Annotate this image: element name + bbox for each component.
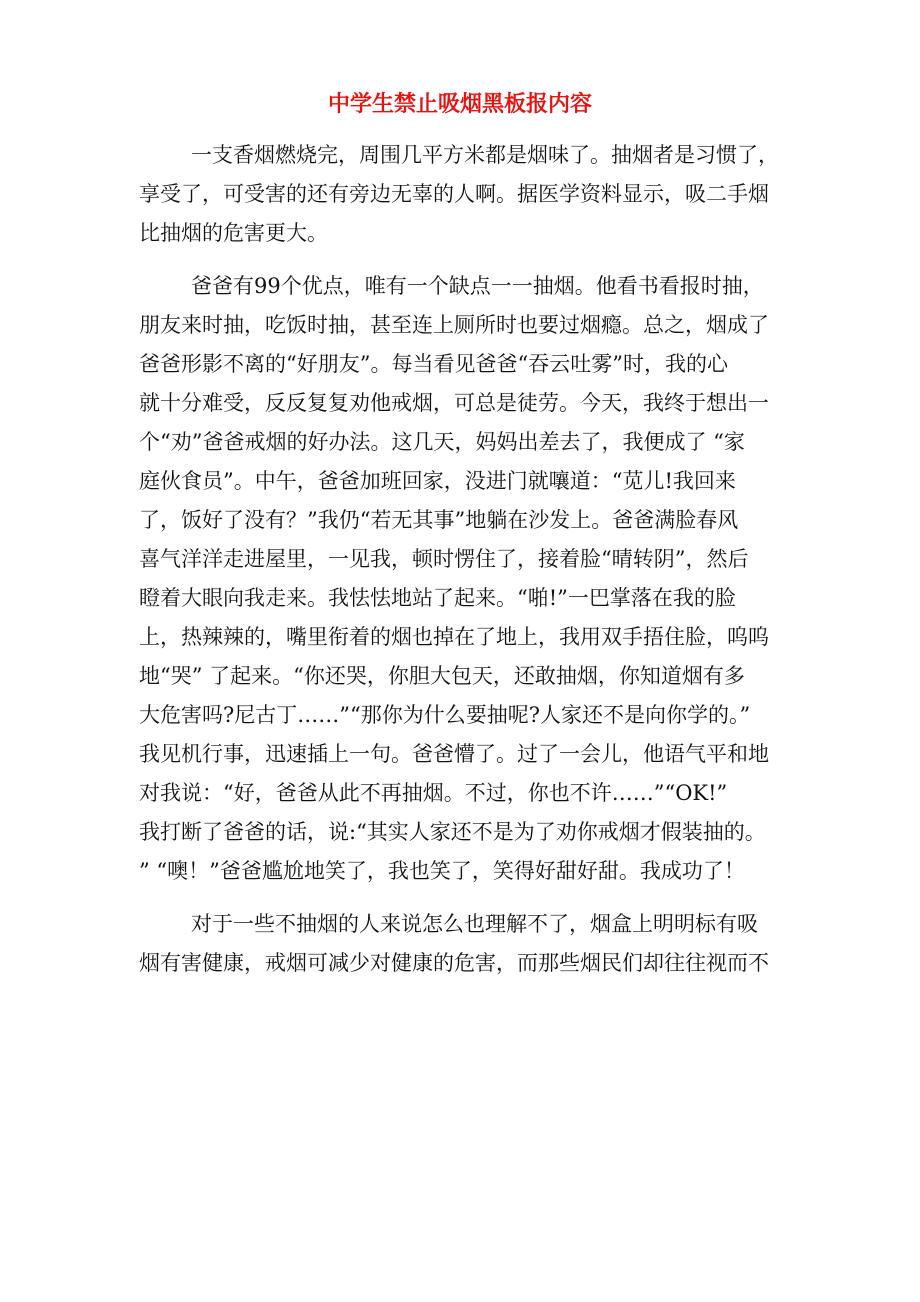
paragraph-line: 就十分难受，反反复复劝他戒烟，可总是徒劳。今天，我终于想出一 — [139, 391, 769, 415]
paragraph-line: 庭伙食员”。中午，爸爸加班回家，没进门就嚷道：“苋儿!我回来 — [139, 469, 736, 493]
paragraph-line: 享受了，可受害的还有旁边无辜的人啊。据医学资料显示，吸二手烟 — [139, 182, 769, 206]
paragraph-line: ” “噢！”爸爸尴尬地笑了，我也笑了，笑得好甜好甜。我成功了！ — [139, 859, 745, 883]
paragraph-line: 大危害吗?尼古丁……”“那你为什么要抽呢?人家还不是向你学的。” — [139, 703, 751, 727]
paragraph-line: 烟有害健康，戒烟可减少对健康的危害，而那些烟民们却往往视而不 — [139, 951, 769, 975]
document-body — [139, 136, 787, 983]
paragraph-line: 对我说：“好，爸爸从此不再抽烟。不过，你也不许……”“OK!” — [139, 781, 728, 805]
paragraph-line: 瞪着大眼向我走来。我怯怯地站了起来。“啪!”一巴掌落在我的脸 — [139, 586, 736, 610]
paragraph-line: 上，热辣辣的，嘴里衔着的烟也掉在了地上，我用双手捂住脸，呜呜 — [139, 625, 769, 649]
paragraph-line: 个“劝”爸爸戒烟的好办法。这几天，妈妈出差去了，我便成了 “家 — [139, 430, 745, 454]
paragraph-line: 朋友来时抽，吃饭时抽，甚至连上厕所时也要过烟瘾。总之，烟成了 — [139, 313, 769, 337]
paragraph-line: 喜气洋洋走进屋里，一见我，顿时愣住了，接着脸“晴转阴”，然后 — [139, 547, 749, 571]
paragraph-line: 比抽烟的危害更大。 — [139, 221, 328, 245]
paragraph-line: 爸爸有99个优点，唯有一个缺点一一抽烟。他看书看报时抽， — [191, 274, 764, 298]
paragraph-line: 我见机行事，迅速插上一句。爸爸懵了。过了一会儿，他语气平和地 — [139, 742, 769, 766]
paragraph-line: 我打断了爸爸的话，说:“其实人家还不是为了劝你戒烟才假装抽的。 — [139, 820, 766, 844]
document-title: 中学生禁止吸烟黑板报内容 — [327, 92, 592, 117]
paragraph-line: 爸爸形影不离的“好朋友”。每当看见爸爸“吞云吐雾”时，我的心 — [139, 352, 728, 376]
paragraph-gap — [139, 253, 787, 267]
paragraph-gap — [139, 891, 787, 905]
paragraph-line: 了，饭好了没有？”我仍“若无其事”地躺在沙发上。爸爸满脸春风 — [139, 508, 739, 532]
paragraph-line: 地“哭” 了起来。“你还哭，你胆大包天，还敢抽烟，你知道烟有多 — [139, 664, 745, 688]
paragraph-line: 对于一些不抽烟的人来说怎么也理解不了，烟盒上明明标有吸 — [191, 912, 758, 936]
paragraph-line: 一支香烟燃烧完，周围几平方米都是烟味了。抽烟者是习惯了， — [191, 143, 779, 167]
